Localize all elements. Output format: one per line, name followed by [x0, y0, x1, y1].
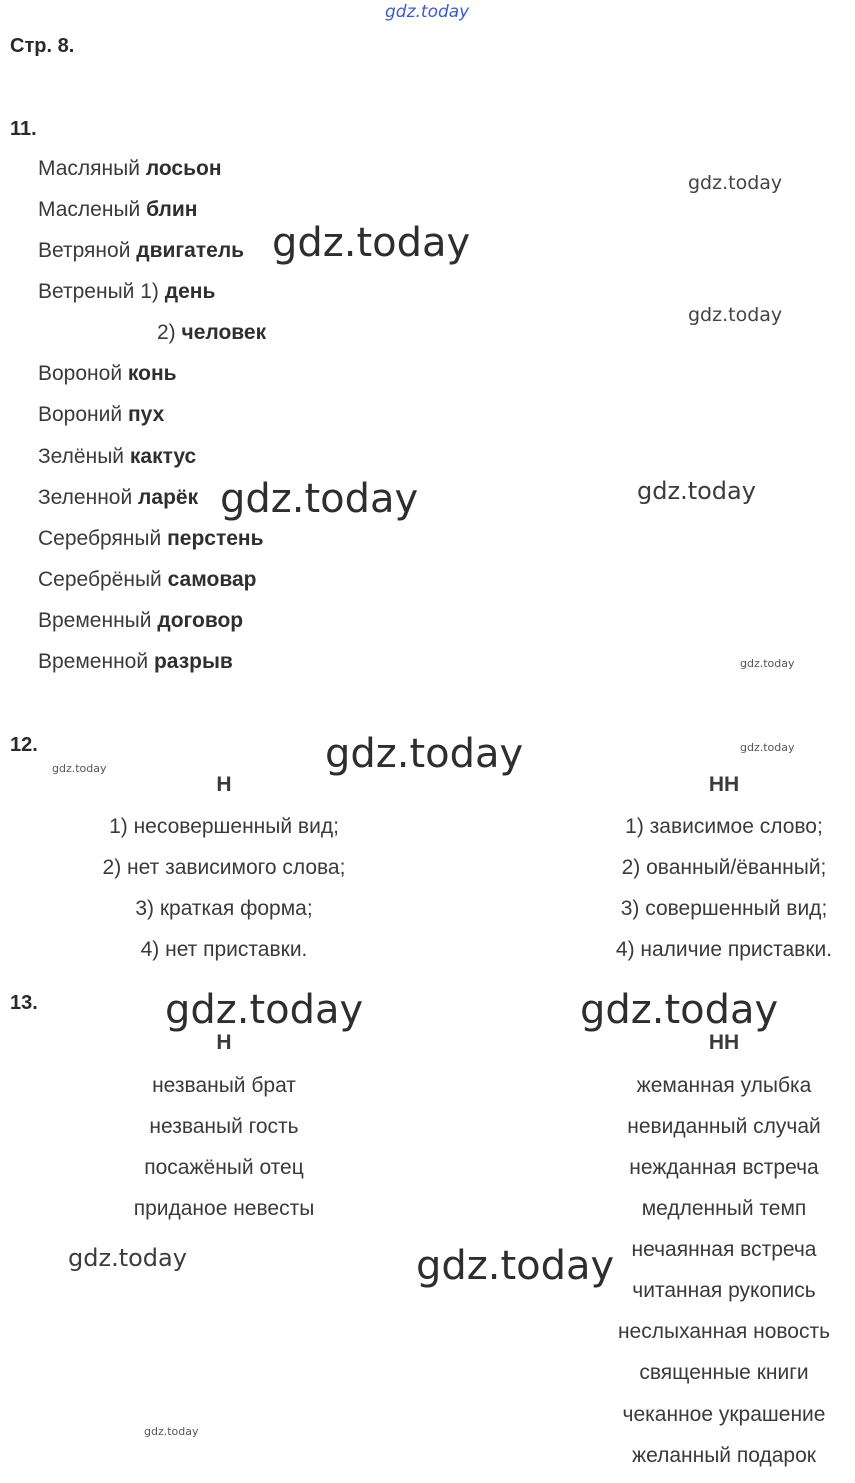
ex13-right-heading: НН [708, 1031, 740, 1054]
watermark: gdz.today [144, 1425, 199, 1438]
ex11-pair: 2) человек [157, 321, 267, 344]
ex12-right-rule: 4) наличие приставки. [615, 938, 833, 961]
watermark: gdz.today [52, 762, 107, 775]
ex12-right-rule: 3) совершенный вид; [620, 897, 828, 920]
watermark: gdz.today [272, 220, 471, 266]
ex13-right-item: неслыханная новость [617, 1320, 831, 1343]
ex13-right-item: читанная рукопись [632, 1279, 816, 1302]
ex13-right-item: нечаянная встреча [631, 1238, 817, 1261]
watermark: gdz.today [580, 987, 779, 1033]
ex11-pair: Серебряный перстень [38, 527, 264, 550]
ex11-pair: Временный договор [38, 609, 244, 632]
ex11-pair: Зеленной ларёк [38, 486, 199, 509]
watermark: gdz.today [740, 741, 795, 754]
ex12-left-rule: 1) несовершенный вид; [109, 815, 339, 838]
ex13-left-item: посажёный отец [144, 1156, 304, 1179]
ex11-pair: Ветряной двигатель [38, 239, 245, 262]
ex13-right-item: священные книги [639, 1361, 809, 1384]
ex13-left-item: незваный гость [149, 1115, 299, 1138]
ex11-pair: Временной разрыв [38, 650, 233, 673]
ex12-right-heading: НН [708, 773, 740, 796]
exercise-12-number: 12. [10, 734, 38, 756]
ex13-left-item: приданое невесты [133, 1197, 315, 1220]
ex13-right-item: желанный подарок [632, 1444, 816, 1467]
ex11-pair: Масляный лосьон [38, 157, 222, 180]
ex12-left-rule: 2) нет зависимого слова; [102, 856, 346, 879]
ex11-pair: Ветреный 1) день [38, 280, 216, 303]
ex12-right-rule: 2) ованный/ёванный; [621, 856, 827, 879]
ex13-right-item: нежданная встреча [629, 1156, 819, 1179]
top-watermark: gdz.today [385, 2, 470, 22]
watermark: gdz.today [165, 987, 364, 1033]
exercise-13-number: 13. [10, 992, 38, 1014]
ex11-pair: Серебрёный самовар [38, 568, 257, 591]
ex11-pair: Зелёный кактус [38, 445, 197, 468]
ex12-left-rule: 3) краткая форма; [135, 897, 313, 920]
ex13-right-item: невиданный случай [627, 1115, 821, 1138]
page-title: Стр. 8. [10, 35, 75, 57]
ex12-left-heading: Н [216, 773, 232, 796]
watermark: gdz.today [325, 731, 524, 777]
watermark: gdz.today [740, 657, 795, 670]
exercise-11-number: 11. [10, 118, 37, 140]
ex12-left-rule: 4) нет приставки. [140, 938, 308, 961]
watermark: gdz.today [68, 1244, 187, 1272]
ex13-right-item: чеканное украшение [622, 1403, 826, 1426]
watermark: gdz.today [688, 172, 783, 194]
ex13-right-item: медленный темп [641, 1197, 807, 1220]
watermark: gdz.today [416, 1243, 615, 1289]
ex13-left-heading: Н [216, 1031, 232, 1054]
ex11-pair: Масленый блин [38, 198, 198, 221]
watermark: gdz.today [637, 477, 756, 505]
ex11-pair: Вороний пух [38, 403, 165, 426]
watermark: gdz.today [220, 476, 419, 522]
ex13-left-item: незваный брат [152, 1074, 296, 1097]
ex13-right-item: жеманная улыбка [636, 1074, 812, 1097]
watermark: gdz.today [688, 304, 783, 326]
ex12-right-rule: 1) зависимое слово; [625, 815, 823, 838]
ex11-pair: Вороной конь [38, 362, 177, 385]
